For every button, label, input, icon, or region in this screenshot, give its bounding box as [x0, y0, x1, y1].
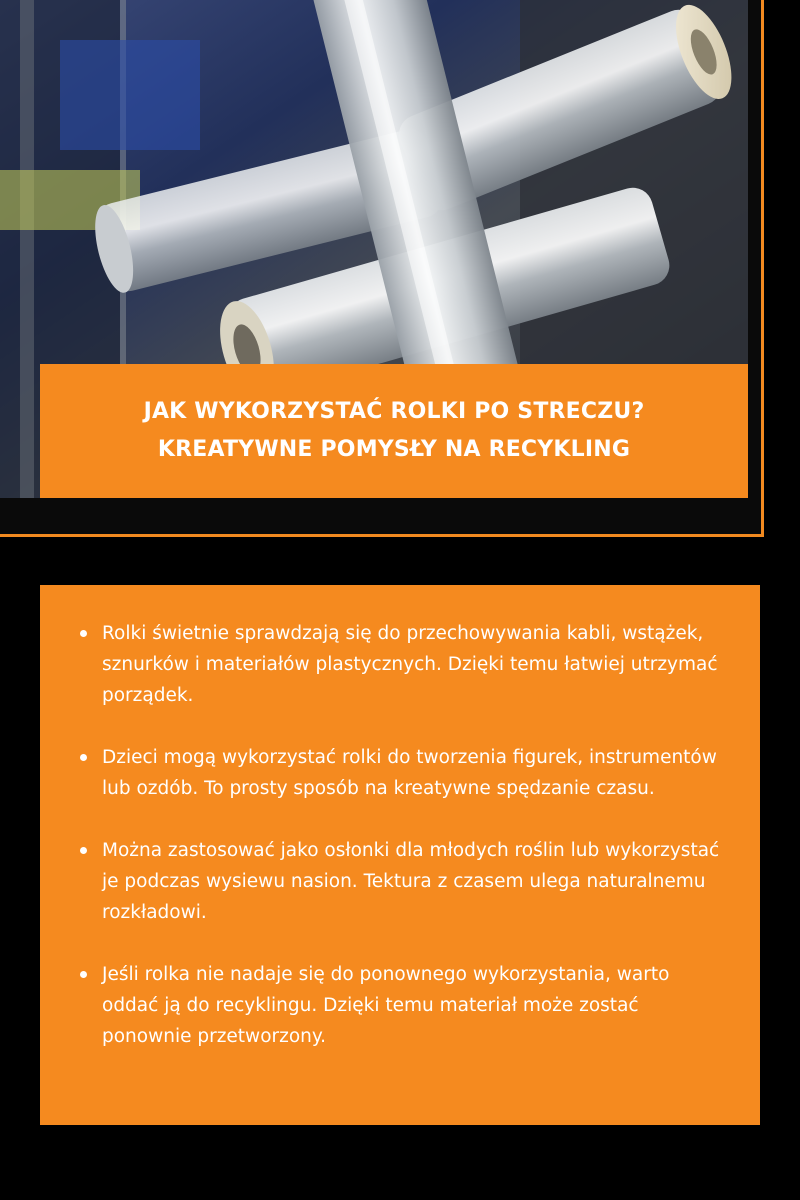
list-item [78, 959, 730, 1052]
tip-text: Można zastosować jako osłonki dla młodych roślin lub wykorzystać je podczas wysiewu nasion. Tektura z czasem ulega naturalnemu rozkładowi. [102, 840, 720, 923]
title-line-2: KREATYWNE POMYSŁY NA RECYKLING [157, 437, 631, 462]
tip-text: Dzieci mogą wykorzystać rolki do tworzenia figurek, instrumentów lub ozdób. To prosty sposób na kreatywne spędzanie czasu. [102, 747, 717, 799]
list-item [78, 618, 730, 711]
bullet-dot-icon [80, 971, 87, 978]
hero-frame [0, 0, 764, 537]
tips-panel [40, 585, 760, 1125]
title-line-1: JAK WYKORZYSTAĆ ROLKI PO STRECZU? [143, 399, 645, 424]
bullet-dot-icon [80, 754, 87, 761]
bullet-dot-icon [80, 847, 87, 854]
bullet-dot-icon [80, 630, 87, 637]
title-banner [40, 364, 748, 498]
list-item [78, 742, 730, 804]
tip-text: Rolki świetnie sprawdzają się do przechowywania kabli, wstążek, sznurków i materiałów plastycznych. Dzięki temu łatwiej utrzymać porządek. [102, 623, 718, 706]
list-item [78, 835, 730, 928]
tips-list [78, 618, 730, 1052]
tip-text: Jeśli rolka nie nadaje się do ponownego wykorzystania, warto oddać ją do recyklingu. Dzięki temu materiał może zostać ponownie przetworzony. [102, 964, 670, 1047]
